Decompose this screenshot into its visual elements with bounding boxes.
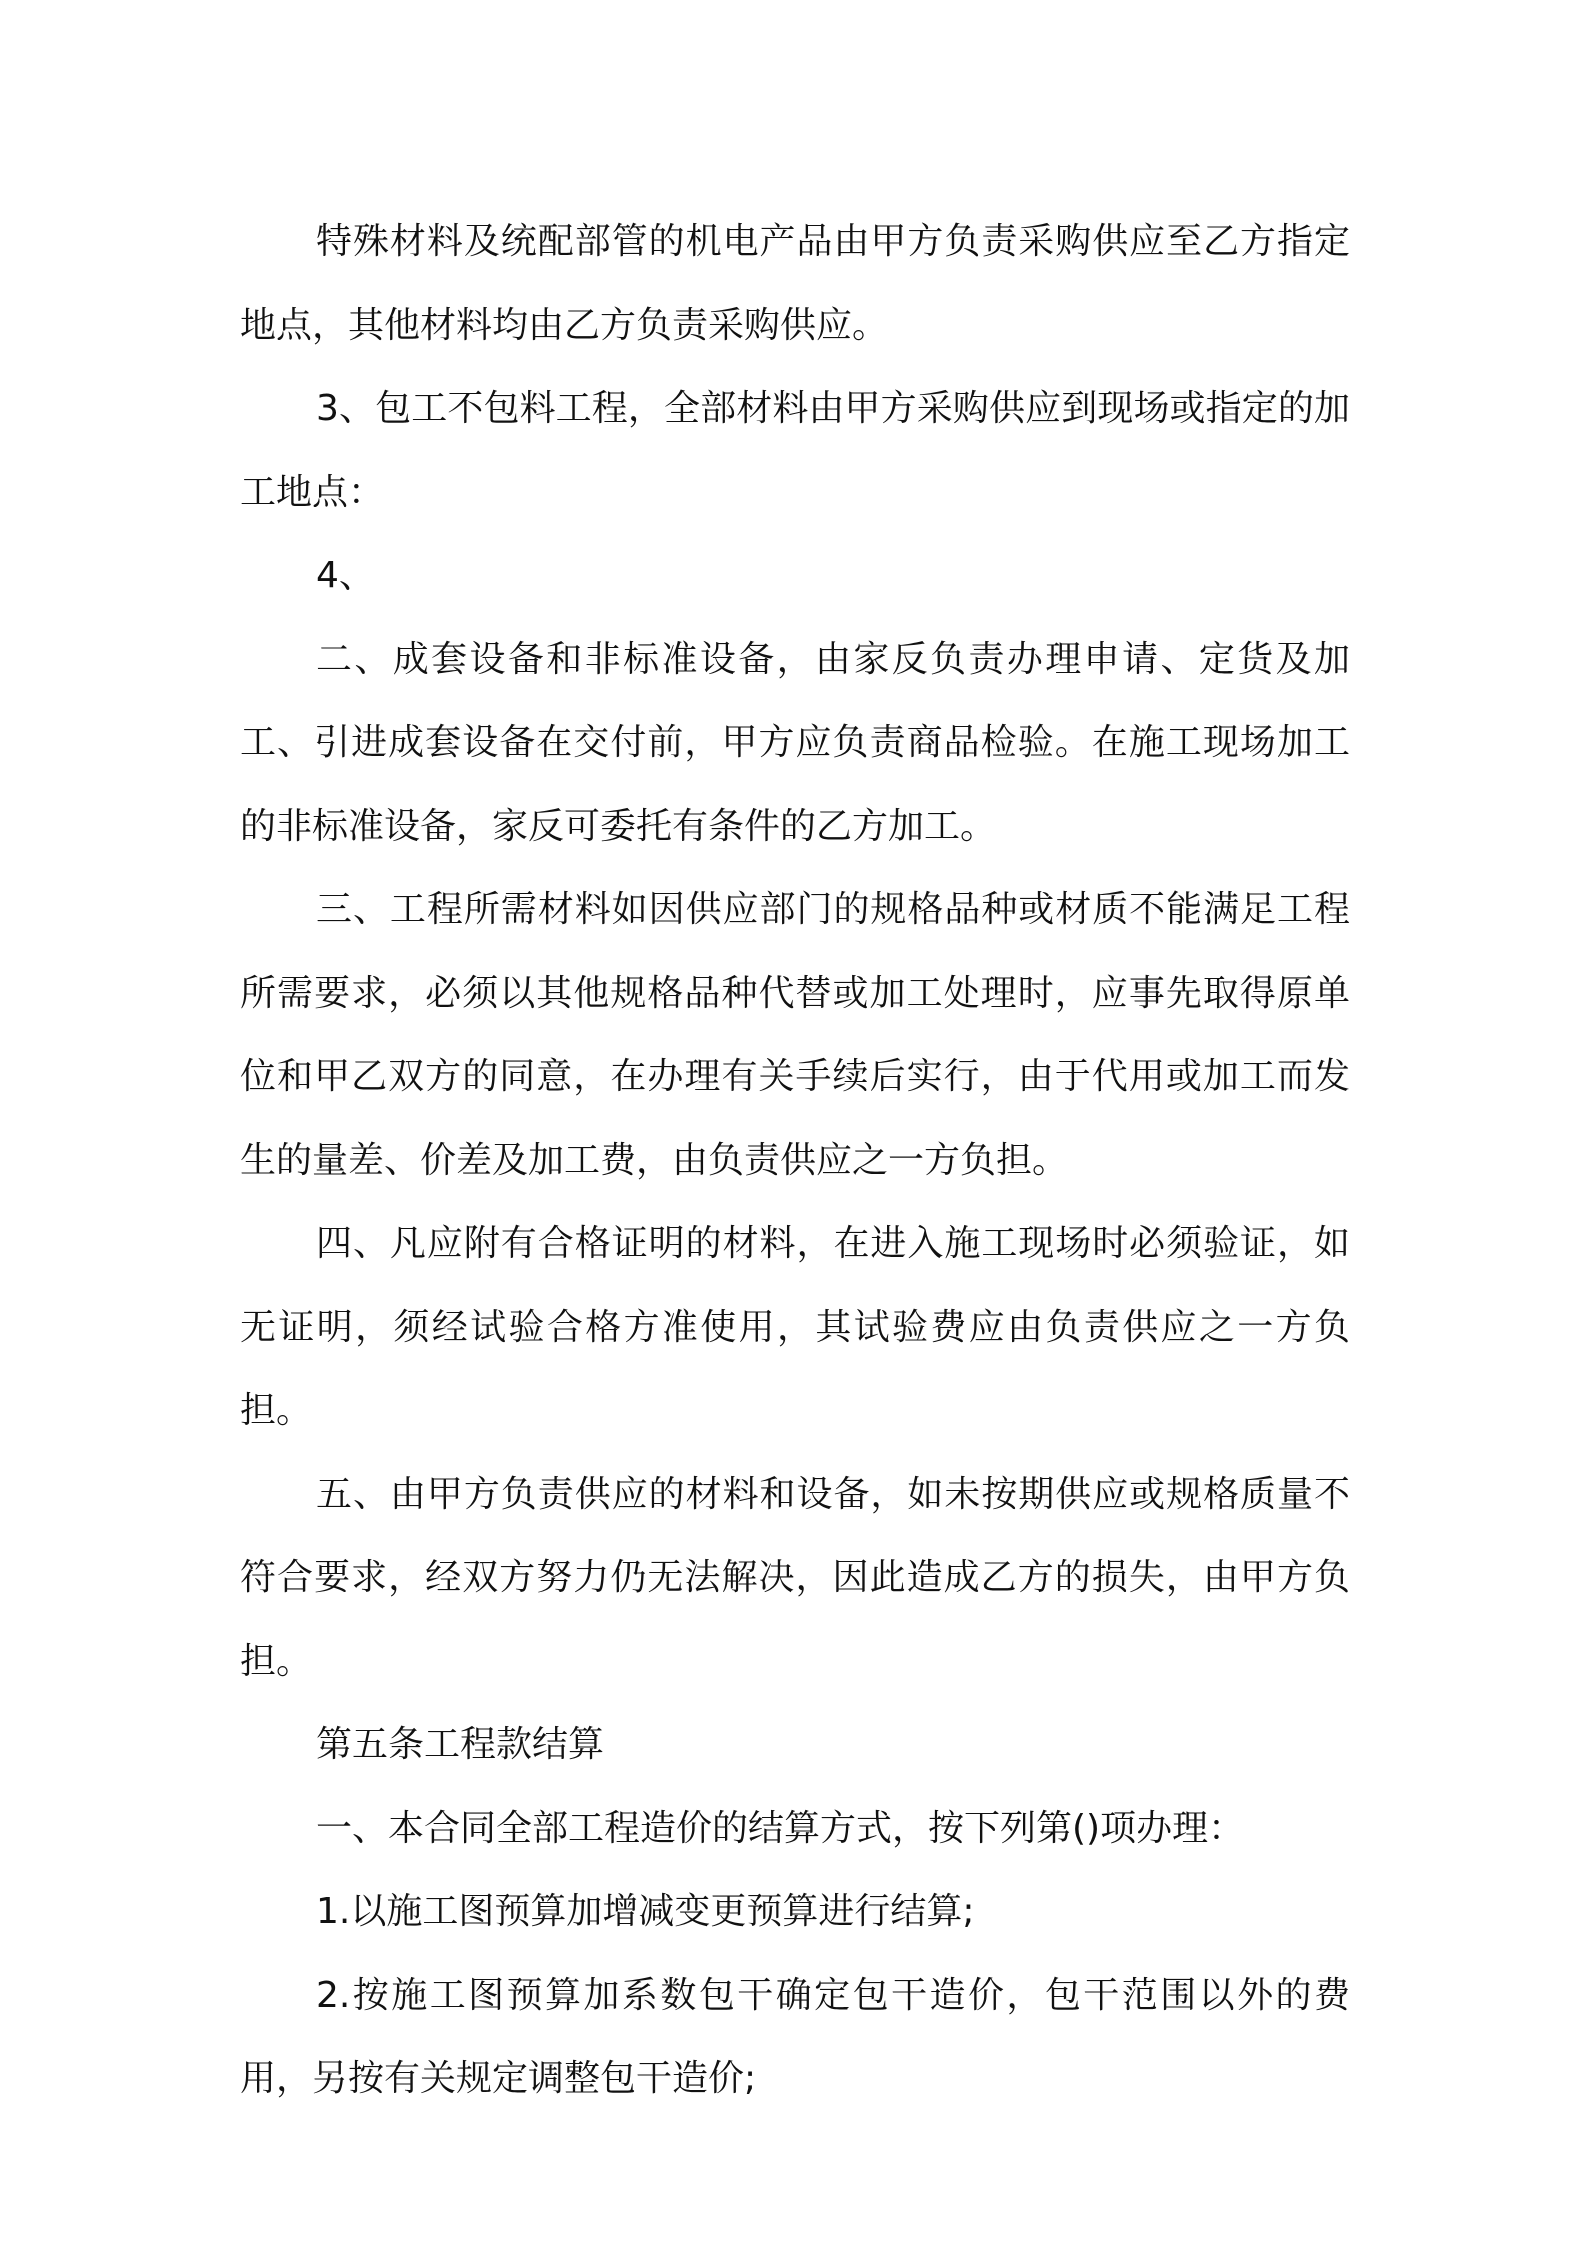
paragraph-settlement-option-2: 2.按施工图预算加系数包干确定包干造价，包干范围以外的费用，另按有关规定调整包干造价;	[240, 1974, 1350, 2099]
paragraph-item-4: 4、	[316, 555, 375, 596]
paragraph-section-2: 二、成套设备和非标准设备，由家反负责办理申请、定货及加工、引进成套设备在交付前，甲方应负责商品检验。在施工现场加工的非标准设备，家反可委托有条件的乙方加工。	[240, 638, 1350, 847]
paragraph-section-4: 四、凡应附有合格证明的材料，在进入施工现场时必须验证，如无证明，须经试验合格方准使用，其试验费应由负责供应之一方负担。	[240, 1223, 1350, 1431]
paragraph-materials-procurement: 特殊材料及统配部管的机电产品由甲方负责采购供应至乙方指定地点，其他材料均由乙方负责采购供应。	[240, 221, 1350, 346]
article-heading: 第五条工程款结算	[316, 1724, 605, 1765]
paragraph-section-5: 五、由甲方负责供应的材料和设备，如未按期供应或规格质量不符合要求，经双方努力仍无法解决，因此造成乙方的损失，由甲方负担。	[240, 1473, 1350, 1682]
paragraph-section-3: 三、工程所需材料如因供应部门的规格品种或材质不能满足工程所需要求，必须以其他规格品种代替或加工处理时，应事先取得原单位和甲乙双方的同意，在办理有关手续后实行，由于代用或加工而发生的量差、价差及加工费，由负责供应之一方负担。	[240, 889, 1350, 1181]
paragraph-item-3: 3、包工不包料工程，全部材料由甲方采购供应到现场或指定的加工地点：	[240, 388, 1350, 513]
paragraph-settlement-option-1: 1.以施工图预算加增减变更预算进行结算;	[316, 1891, 975, 1932]
document-body	[240, 200, 1350, 2121]
paragraph-settlement-method: 一、本合同全部工程造价的结算方式，按下列第()项办理：	[316, 1807, 1245, 1849]
